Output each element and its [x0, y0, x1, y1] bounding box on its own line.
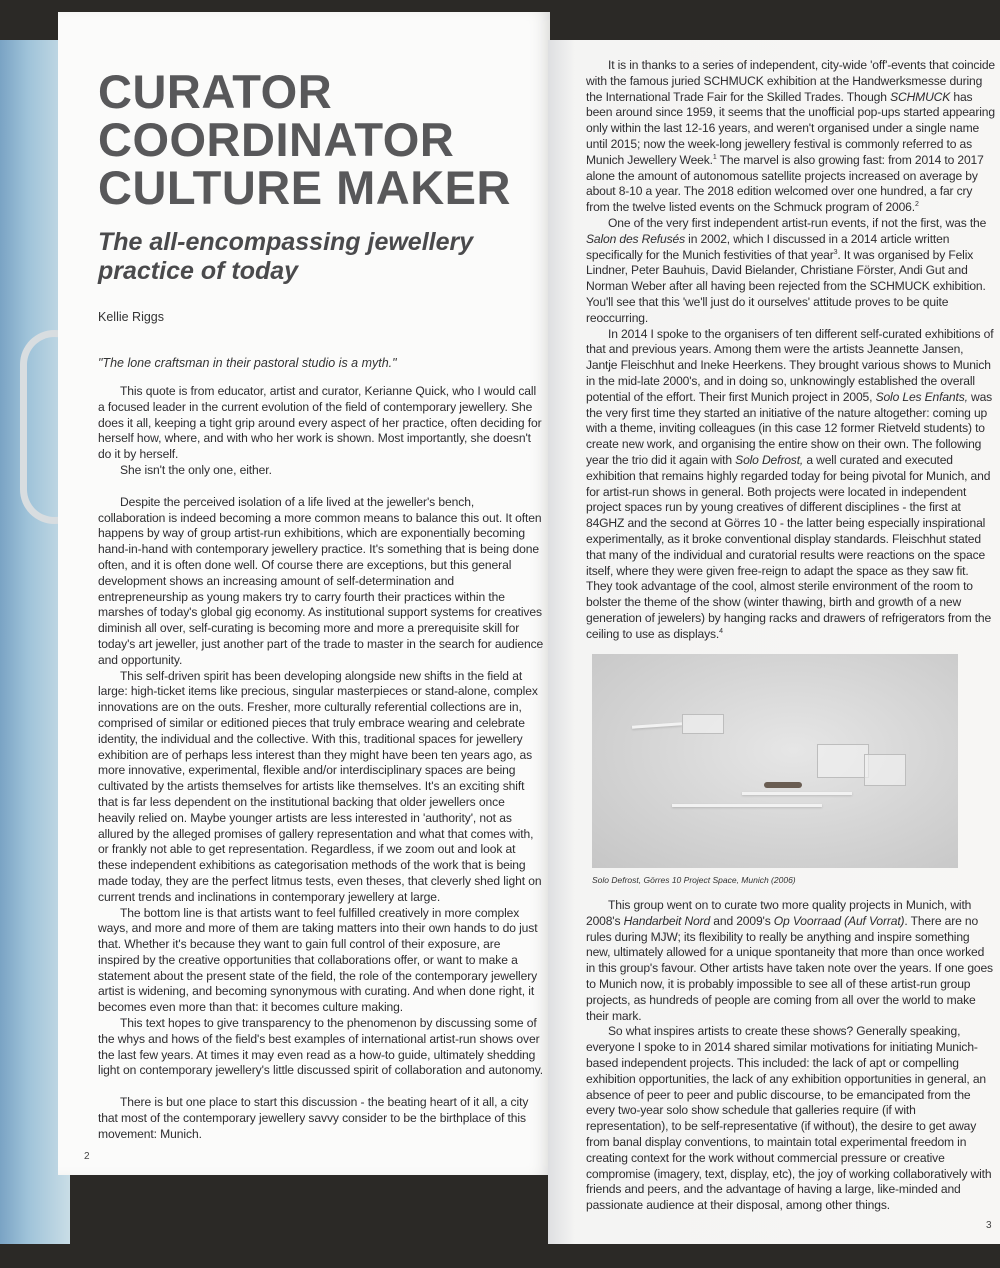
text-run: SCHMUCK: [890, 89, 951, 104]
text-run: and 2009's: [710, 913, 774, 928]
body-paragraph: [586, 898, 996, 1024]
photo-shelf: [742, 792, 852, 795]
text-run: This quote is from educator, artist and curator, Kerianne Quick, who I would call a focused leader in the current evolution of the field of contemporary jewellery. She does it all, keeping a tight grip around every aspect of her practice, often deciding for herself how, where, and with who her work is shown. Most importantly, she doesn't do it by herself.: [98, 384, 542, 462]
body-paragraph: [98, 906, 544, 1017]
photo-drawer: [682, 714, 724, 734]
article-subtitle: [98, 228, 473, 286]
text-run: in 2002, which I discussed in a 2014 article written specifically for the Munich festivities of that year: [586, 231, 950, 262]
left-page: [58, 12, 550, 1175]
text-run: has been around since 1959, it seems that the unofficial pop-ups started appearing only within the last 12-16 years, and weren't organised under a single name until 2015; now the week-long jewellery festival is commonly referred to as Munich Jewellery Week.: [586, 89, 995, 167]
author-name: Kellie Riggs: [98, 310, 165, 324]
subtitle-line: The all-encompassing jewellery: [98, 228, 474, 256]
photo-shelf: [672, 804, 822, 807]
text-run: So what inspires artists to create these shows? Generally speaking, everyone I spoke to in 2014 shared similar motivations for initiating Munich-based independent projects. This included: the lack of apt or compelling exhibition opportunities, the lack of any exhibition opportunities in general, an absence of peer to peer and public discourse, to be emancipated from the every two-year solo show schedule that galleries require (if with representation), to be self-representative (if without), the desire to get away from banal display conventions, to maintain total experimental freedom in creating context for the work without commercial pressure or creative compromise (imagery, text, display, etc), the joy of working collaboratively with friends and peers, and the advantage of having a large, like-minded and passionate audience at their disposal, among other things.: [586, 1024, 992, 1213]
text-run: Salon des Refusés: [586, 231, 685, 246]
text-run: This self-driven spirit has been developing alongside new shifts in the field at large: high-ticket items like precious, singular masterpieces or stand-alone, complex innovations are on the outs. Fresher, more culturally referential collections are in, comprised of similar or editioned pieces that truly embrace wearing and celebrate identity, the individual and the collective. With this, traditional spaces for jewellery exhibition are of perhaps less interest than they might have been ten years ago, as more innovative, experimental, flexible and/or interdisciplinary spaces are being cultivated by the artists themselves for artists like themselves. It's an exciting shift that is far less dependent on the institutional backing that older jewellers once heavily relied on. Maybe younger artists are less interested in 'authority', not as allured by the alleged promises of gallery representation and what that comes with, or frankly not able to get representation. Regardless, if we zoom out and look at these independent exhibitions as categorisation methods of the work that is being made today, they are the perfect litmus tests, even theses, that cleverly shed light on current trends and inclinations in contemporary jewellery at large.: [98, 668, 542, 904]
body-paragraph: [98, 1016, 544, 1079]
body-paragraph: [98, 463, 544, 479]
article-title: [98, 65, 511, 214]
footnote-marker: 4: [719, 627, 723, 635]
text-run: . There are no rules during MJW; its flexibility to really be anything and inspire something new, ultimately allowed for a unique spontaneity that more than once worked in this group's favour. Other artists have taken note over the years. If one goes to Munich now, it is probably impossible to see all of these artist-run group projects, as hundreds of people are coming from all over the world to make their mark.: [586, 913, 993, 1023]
text-run: In 2014 I spoke to the organisers of ten different self-curated exhibitions of that and previous years. Among them were the artists Jeannette Jansen, Jantje Fleischhut and Ineke Heerkens. They brought various shows to Munich in the mid-late 2000's, and in doing so, unknowingly established the overall potential of the effort. Their first Munich project in 2005,: [586, 326, 994, 404]
text-run: This text hopes to give transparency to the phenomenon by discussing some of the whys and hows of the field's best examples of international artist-run shows over the last few years. At times it may even read as a how-to guide, ultimately shedding light on contemporary jewellery's little discussed spirit of collaboration and autonomy.: [98, 1016, 544, 1078]
text-run: This group went on to curate two more quality projects in Munich, with 2008's: [586, 898, 972, 928]
body-column-left: [98, 384, 544, 1143]
body-paragraph: [586, 327, 996, 643]
photo-shelf: [632, 722, 682, 728]
text-run: . It was organised by Felix Lindner, Peter Bauhuis, David Bielander, Christiane Förster, Andi Gut and Norman Weber after all having been rejected from the SCHMUCK exhibition. You'll see that this 'we'll just do it ourselves' attitude proves to be quite reoccurring.: [586, 247, 986, 325]
text-run: a well curated and executed exhibition that remains highly regarded today for being pivotal for Munich, and for artist-run shows in general. Both projects were located in independent project spaces run by young creatives of different disciplines - the first at 84GHZ and the second at Görres 10 - the latter being especially inspirational experimentally, as it broke conventional display standards. Fleischhut stated that many of the individual and curatorial results were reactions on the space itself, where they were given free-reign to adapt the space as they saw fit. They took advantage of the cool, almost sterile environment of the room to bolster the theme of the show (winter thawing, birth and growth of a new generation of jewelers) by hanging racks and drawers of refrigerators from the ceiling to use as displays.: [586, 452, 992, 641]
title-line: CURATOR: [98, 65, 333, 118]
exhibition-photo: [592, 654, 958, 868]
text-run: It is in thanks to a series of independent, city-wide 'off'-events that coincide with the famous juried SCHMUCK exhibition at the Handwerksmesse during the International Trade Fair for the Skilled Trades. Though: [586, 58, 996, 104]
photo-caption: Solo Defrost, Görres 10 Project Space, Munich (2006): [592, 875, 796, 885]
text-run: Despite the perceived isolation of a life lived at the jeweller's bench, collaboration is indeed becoming a more common means to balance this out. It often happens by way of group artist-run exhibitions, which are exponentially becoming hand-in-hand with contemporary jewellery practice. It's something that is being done often, and it is often done well. Of course there are exceptions, but this general development shows an increasing amount of self-determination and entrepreneurship as young makers try to carry fourth their practices within the marshes of today's global gig economy. As institutional support systems for creatives diminish all over, self-curating is becoming more and more a prerequisite skill for today's art jeweller, just another part of the trade to master in the search for audience and opportunity.: [98, 494, 544, 667]
body-paragraph: [98, 1095, 544, 1142]
text-run: was the very first time they started an initiative of the nature altogether: coming up with a theme, inviting colleagues (in this case 12 former Rietveld students) to create new work, and organising the entire show on their own. The following year the trio did it again with: [586, 389, 993, 467]
title-line: COORDINATOR: [98, 113, 455, 166]
text-run: Solo Les Enfants,: [875, 389, 968, 404]
text-run: The bottom line is that artists want to feel fulfilled creatively in more complex ways, and more and more of them are taking matters into their own hands to do just that. Whether it's because they want to gain full control of their exposure, are inspired by the creative opportunities that collaborations offer, or want to make a statement about the present state of the field, the role of the contemporary jewellery artist is widening, and becoming synonymous with curating. And when done right, it becomes even more than that: it becomes culture making.: [98, 905, 538, 1015]
title-line: CULTURE MAKER: [98, 161, 511, 214]
text-run: Op Voorraad (Auf Vorrat): [773, 913, 905, 928]
body-paragraph: [586, 58, 996, 216]
right-page: [548, 40, 1000, 1244]
page-number: 3: [986, 1220, 992, 1231]
photo-jewellery: [764, 782, 802, 788]
subtitle-line: practice of today: [98, 257, 299, 285]
body-paragraph: [586, 216, 996, 327]
text-run: The marvel is also growing fast: from 2014 to 2017 alone the amount of autonomous satellite projects increased on average by about 8-10 a year. The 2018 edition welcomed over one hundred, a far cry from the twelve listed events on the Schmuck program of 2006.: [586, 152, 984, 215]
body-paragraph: [98, 495, 544, 669]
body-column-right-top: [586, 58, 996, 642]
body-column-right-bottom: [586, 898, 996, 1214]
body-paragraph: [586, 1024, 996, 1214]
text-run: She isn't the only one, either.: [120, 462, 272, 477]
footnote-marker: 2: [914, 201, 919, 209]
page-number: 2: [84, 1151, 90, 1162]
text-run: There is but one place to start this discussion - the beating heart of it all, a city that most of the contemporary jewellery savvy consider to be the birthplace of this movement: Munich.: [98, 1095, 529, 1141]
pull-quote: "The lone craftsman in their pastoral studio is a myth.": [98, 356, 397, 370]
text-run: Solo Defrost,: [735, 452, 804, 467]
text-run: Handarbeit Nord: [623, 913, 711, 928]
body-paragraph: [98, 384, 544, 463]
photo-drawer: [864, 754, 906, 786]
photo-drawer: [817, 744, 869, 778]
text-run: One of the very first independent artist-run events, if not the first, was the: [608, 215, 987, 230]
footnote-marker: 1: [712, 153, 717, 161]
body-paragraph: [98, 669, 544, 906]
footnote-marker: 3: [833, 248, 838, 256]
